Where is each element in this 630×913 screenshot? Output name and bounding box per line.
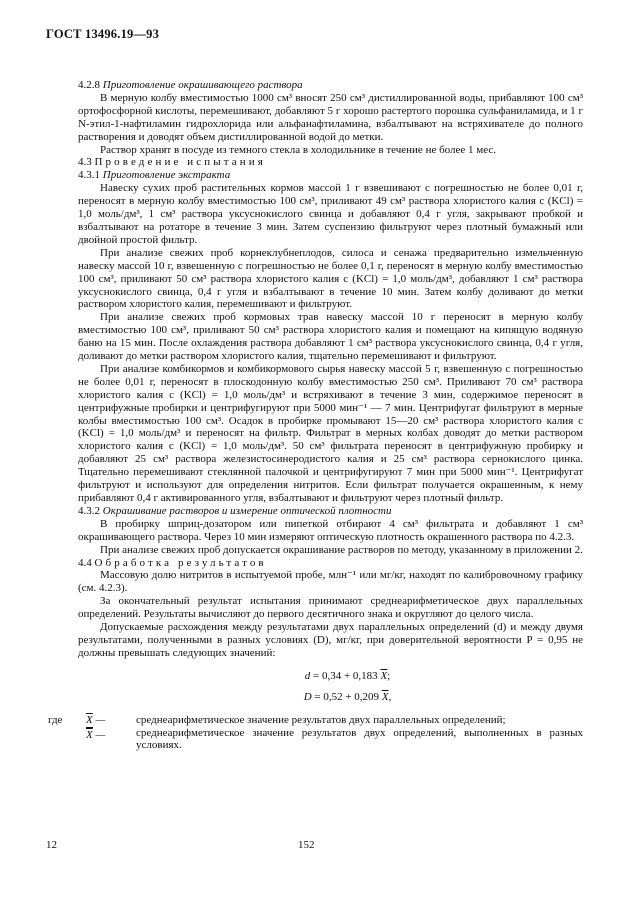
section-title: Проведение испытания (94, 156, 266, 169)
section-title: Окрашивание растворов и измерение оптической плотности (102, 504, 392, 517)
formula-rhs: = 0,52 + 0,209 (314, 690, 380, 703)
paragraph: Навеску сухих проб растительных кормов массой 1 г взвешивают с погрешностью не более 0,01 г, переносят в мерную колбу вместимостью 100 см³, приливают 49 см³ раствора хлористого калия c (KCl) = 1,0 моль/дм³, 1 см³ раствора уксуснокислого свинца и добавляют 0,4 г угля, закрывают пробкой и взбалтывают на ротаторе в течение 3 мин. Затем суспензию фильтруют через плотный бумажный или двойной простой фильтр. (78, 182, 583, 246)
paragraph: Раствор хранят в посуде из темного стекла в холодильнике в течение не более 1 мес. (100, 143, 497, 156)
paragraph: За окончательный результат испытания принимают среднеарифметическое двух параллельных определений. Результаты вычисляют до первого десятичного знака и округляют до целого числа. (78, 595, 583, 621)
page-number-left: 12 (46, 839, 57, 851)
legend-dash: — (95, 713, 106, 726)
paragraph: При анализе свежих проб кормовых трав навеску массой 10 г переносят в мерную колбу вместимостью 100 см³, приливают 50 см³ раствора хлористого калия и помещают на кипящую водяную баню на 15 мин. После охлаждения раствора добавляют 1 см³ раствора уксуснокислого свинца, 0,4 г угля, доливают до метки раствором хлористого калия, тщательно перемешивают и фильтруют. (78, 311, 583, 363)
formula-mean-var: $\overline{X}$ (380, 669, 388, 682)
formula-lhs: d (304, 669, 311, 682)
paragraph: В пробирку шприц-дозатором или пипеткой отбирают 4 см³ фильтрата и добавляют 1 см³ окрашивающего раствора. Через 10 мин измеряют оптическую плотность окрашенного раствора по 4.2.3. (78, 517, 583, 543)
section-4-4-heading (78, 557, 583, 570)
standard-header: ГОСТ 13496.19—93 (46, 27, 160, 41)
section-number: 4.3.1 (78, 169, 100, 182)
paragraph: При анализе свежих проб допускается окрашивание растворов по методу, указанному в приложении 2. (100, 543, 583, 556)
paragraph: В мерную колбу вместимостью 1000 см³ вносят 250 см³ дистиллированной воды, прибавляют 100 см³ ортофосфорной кислоты, перемешивают, добавляют 5 г хорошо растертого порошка сульфаниламида, и 1 г N-этил-1-нафтиламин гидрохлорида или альфанафтиламина, взбалтывают на встряхивателе до полного растворения и доводят объем дистиллированной водой до метки. (78, 91, 583, 143)
section-title: Обработка результатов (94, 556, 267, 569)
section-number: 4.4 (78, 556, 92, 569)
section-number: 4.2.8 (78, 79, 100, 91)
section-4-3-heading (78, 156, 583, 169)
formula-legend (48, 713, 583, 753)
legend-where: где (48, 713, 63, 726)
section-number: 4.3 (78, 156, 92, 169)
section-title: Приготовление окрашивающего раствора (102, 79, 303, 91)
paragraph: Массовую долю нитритов в испытуемой пробе, млн⁻¹ или мг/кг, находят по калибровочному графику (см. 4.2.3). (78, 569, 583, 595)
legend-row (78, 727, 583, 753)
page-number-center: 152 (298, 839, 315, 851)
formula-lhs: D (303, 690, 312, 703)
formula-mean-var: $\overline{X}$ (381, 690, 389, 703)
legend-dash: — (95, 728, 106, 741)
section-number: 4.3.2 (78, 504, 100, 517)
section-4-3-1-heading (78, 169, 583, 182)
legend-text: среднеарифметическое значение результатов двух параллельных определений; (136, 713, 506, 726)
document-body (48, 79, 583, 752)
formula-rhs: = 0,34 + 0,183 (313, 669, 378, 682)
legend-symbol: $\overline{X}$ (86, 713, 93, 726)
formula-d (78, 670, 583, 683)
section-4-2-8-heading (78, 79, 583, 92)
section-title: Приготовление экстракта (102, 169, 231, 182)
paragraph: При анализе свежих проб корнеклубнеплодов, силоса и сенажа предварительно измельченную навеску массой 10 г, взвешенную с погрешностью не более 0,1 г, переносят в мерную колбу вместимостью 100 см³, приливают 50 см³ раствора хлористого калия c (KCl) = 1,0 моль/дм³, добавляют 1 см³ раствора уксуснокислого свинца, 0,4 г угля и взбалтывают в течение 10 мин. Затем колбу доливают до метки раствором хлористого калия, перемешивают и фильтруют. (78, 246, 583, 311)
legend-row (48, 713, 583, 727)
paragraph: Допускаемые расхождения между результатами двух параллельных определений (d) и между двумя результатами, полученными в разных условиях (D), мг/кг, при доверительной вероятности P = 0,95 не должны превышать следующих значений: (78, 621, 583, 659)
legend-text: среднеарифметическое значение результатов двух определений, выполненных в разных условиях. (136, 726, 583, 752)
formula-end: , (388, 690, 392, 703)
section-4-3-2-heading (78, 505, 583, 518)
paragraph: При анализе комбикормов и комбикормового сырья навеску массой 5 г, взвешенную с погрешностью не более 0,01 г, переносят в плоскодонную колбу вместимостью 250 см³. Приливают 70 см³ раствора хлористого калия c (KCl) = 1,0 моль/дм³ и встряхивают в течение 3 мин, содержимое переносят в центрифужные пробирки и центрифугируют при 5000 мин⁻¹ — 7 мин. Центрифугат фильтруют в мерные колбы вместимостью 100 см³. Осадок в пробирке промывают 15—20 см³ раствора хлористого калия c (KCl) = 1,0 моль/дм³ и переносят на фильтр. Фильтрат в мерных колбах доводят до метки раствором хлористого калия c (KCl) = 1,0 моль/дм³. 50 см³ фильтрата переносят в центрифужную пробирку и добавляют 25 см³ раствора железистосинеродистого калия и 25 см³ раствора сернокислого цинка. Тщательно перемешивают стеклянной палочкой и центрифугируют 7 мин при 5000 мин⁻¹. Центрифугат фильтруют и используют для определения нитритов. Если фильтрат получается окрашенным, к нему прибавляют 0,4 г активированного угля, взбалтывают и фильтруют через плотный фильтр. (78, 362, 583, 504)
legend-symbol: $\overline{X}$ (86, 728, 93, 741)
formula-end: ; (387, 669, 391, 682)
formula-D (78, 691, 583, 704)
